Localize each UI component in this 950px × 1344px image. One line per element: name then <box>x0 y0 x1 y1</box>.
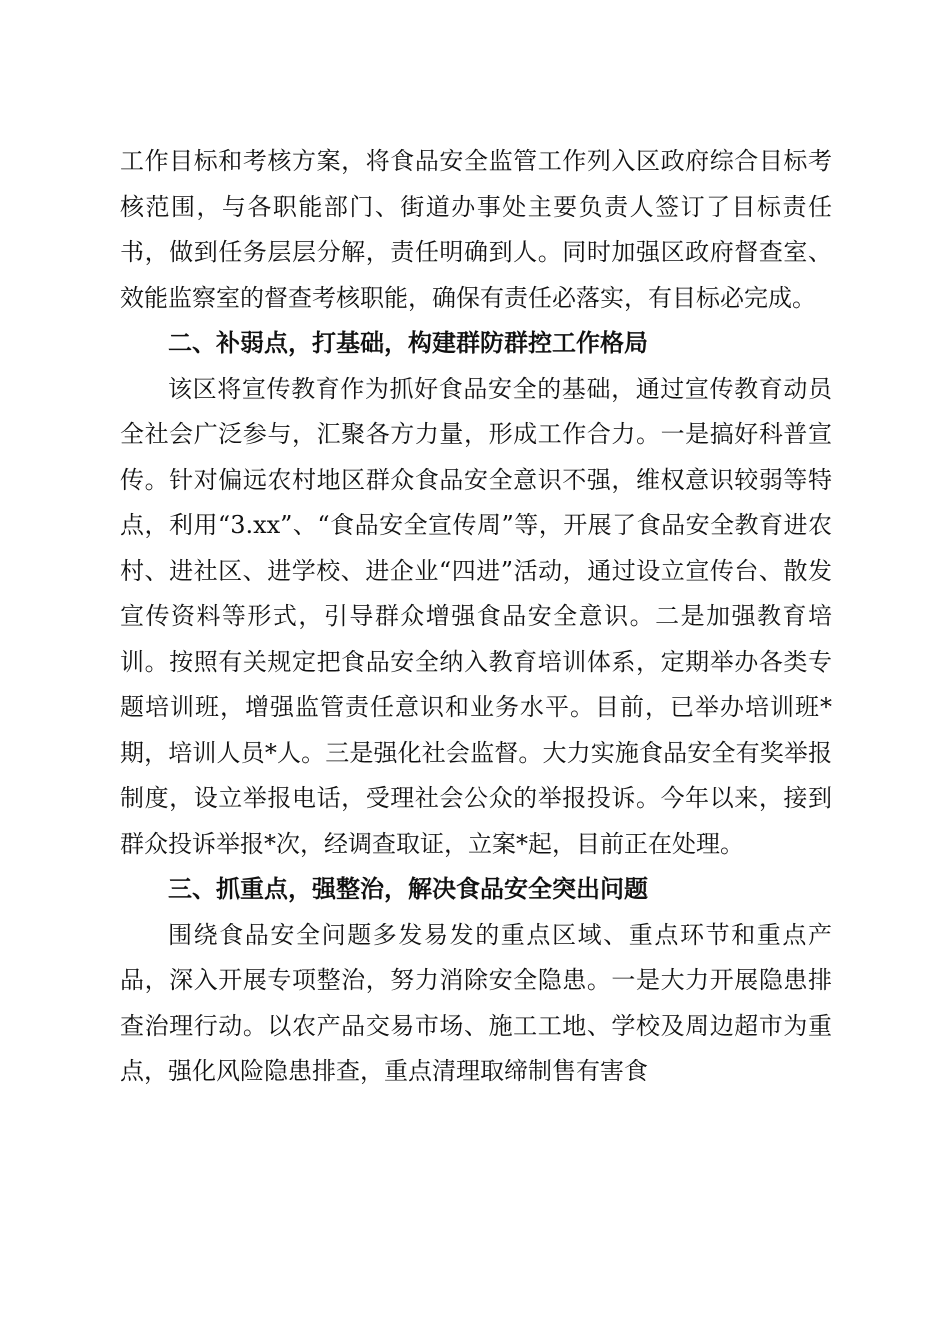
document-body <box>120 139 832 1095</box>
paragraph-publicity-education: 该区将宣传教育作为抓好食品安全的基础，通过宣传教育动员全社会广泛参与，汇聚各方力量，形成工作合力。一是搞好科普宣传。针对偏远农村地区群众食品安全意识不强，维权意识较弱等特点，利用“3.xx”、“食品安全宣传周”等，开展了食品安全教育进农村、进社区、进学校、进企业“四进”活动，通过设立宣传台、散发宣传资料等形式，引导群众增强食品安全意识。二是加强教育培训。按照有关规定把食品安全纳入教育培训体系，定期举办各类专题培训班，增强监管责任意识和业务水平。目前，已举办培训班*期，培训人员*人。三是强化社会监督。大力实施食品安全有奖举报制度，设立举报电话，受理社会公众的举报投诉。今年以来，接到群众投诉举报*次，经调查取证，立案*起，目前正在处理。 <box>120 374 832 858</box>
section-heading-2: 二、补弱点，打基础，构建群防群控工作格局 <box>168 329 648 357</box>
paragraph-special-rectification: 围绕食品安全问题多发易发的重点区域、重点环节和重点产品，深入开展专项整治，努力消除安全隐患。一是大力开展隐患排查治理行动。以农产品交易市场、施工工地、学校及周边超市为重点，强化风险隐患排查，重点清理取缔制售有害食 <box>120 920 832 1085</box>
section-heading-3: 三、抓重点，强整治，解决食品安全突出问题 <box>168 875 648 903</box>
paragraph-continued-targets: 工作目标和考核方案，将食品安全监管工作列入区政府综合目标考核范围，与各职能部门、街道办事处主要负责人签订了目标责任书，做到任务层层分解，责任明确到人。同时加强区政府督查室、效能监察室的督查考核职能，确保有责任必落实，有目标必完成。 <box>120 147 832 312</box>
